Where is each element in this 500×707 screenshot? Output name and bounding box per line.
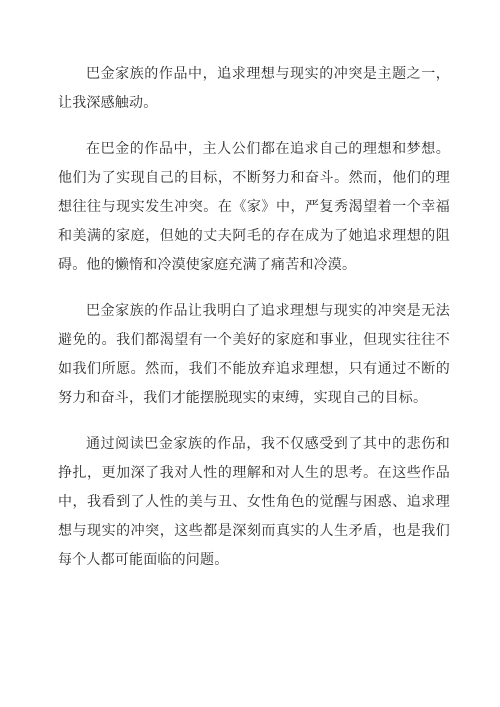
paragraph-2: 在巴金的作品中，主人公们都在追求自己的理想和梦想。他们为了实现自己的目标，不断努力和奋斗。然而，他们的理想往往与现实发生冲突。在《家》中，严复秀渴望着一个幸福和美满的家庭，但她的丈夫阿毛的存在成为了她追求理想的阻碍。他的懒惰和冷漠使家庭充满了痛苦和冷漠。 [58, 141, 450, 273]
paragraph-3: 巴金家族的作品让我明白了追求理想与现实的冲突是无法避免的。我们都渴望有一个美好的家庭和事业，但现实往往不如我们所愿。然而，我们不能放弃追求理想，只有通过不断的努力和奋斗，我们才能摆脱现实的束缚，实现自己的目标。 [58, 303, 450, 406]
paragraph-1: 巴金家族的作品中，追求理想与现实的冲突是主题之一，让我深感触动。 [58, 66, 450, 111]
paragraph-4: 通过阅读巴金家族的作品，我不仅感受到了其中的悲伤和挣扎，更加深了我对人性的理解和对人生的思考。在这些作品中，我看到了人性的美与丑、女性角色的觉醒与困惑、追求理想与现实的冲突，这些都是深刻而真实的人生矛盾，也是我们每个人都可能面临的问题。 [58, 436, 450, 568]
document-body [58, 60, 450, 592]
